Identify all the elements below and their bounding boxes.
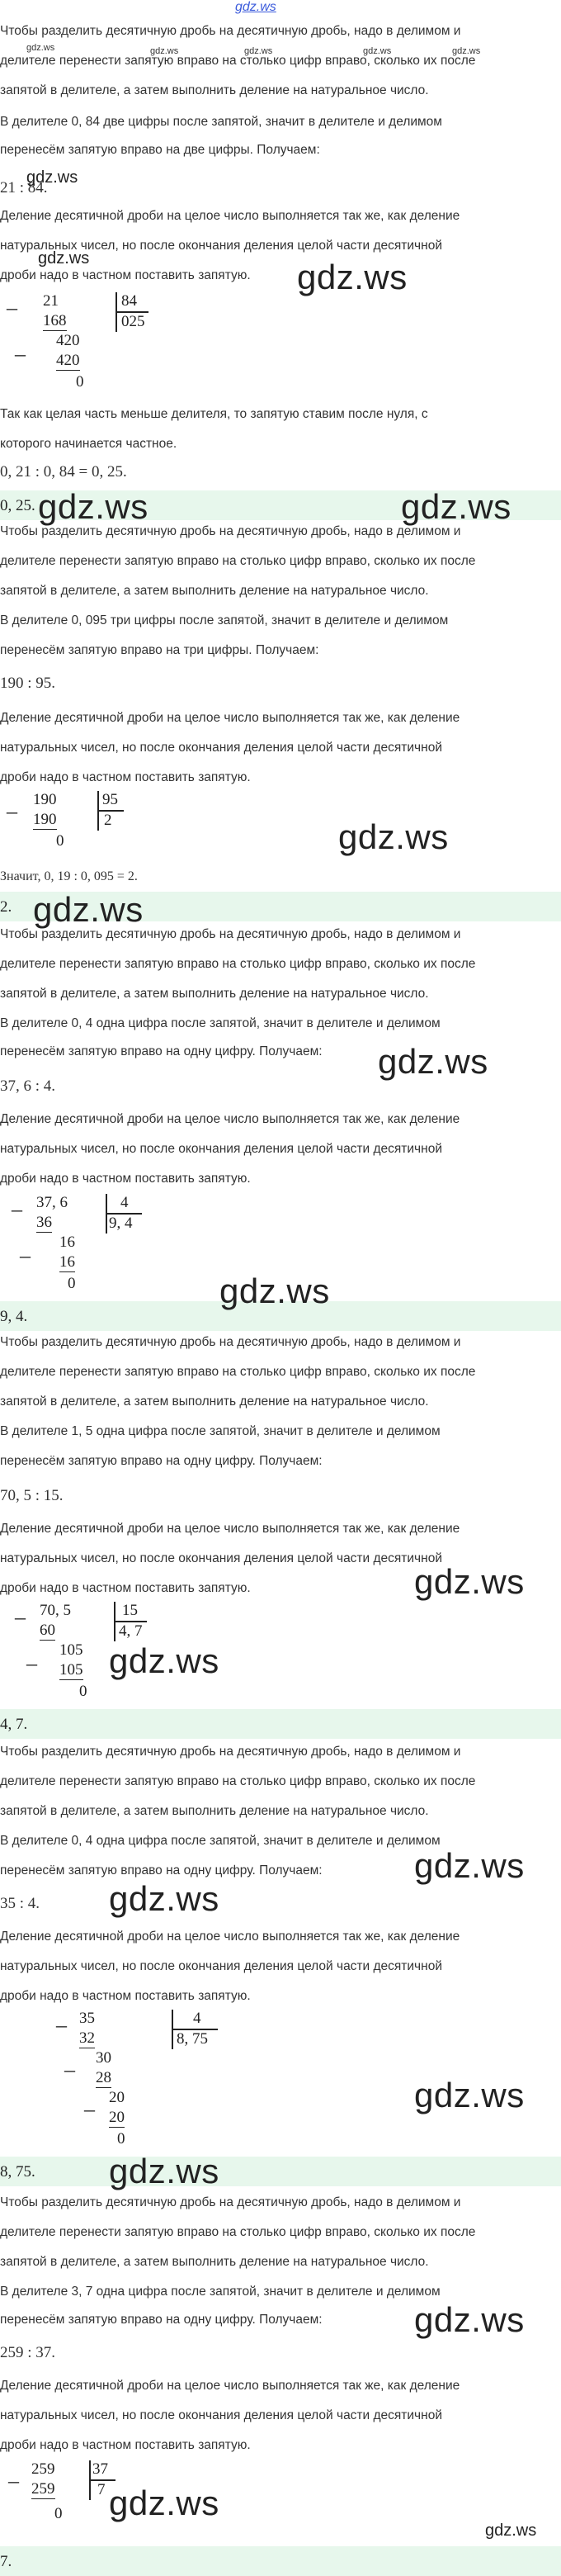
watermark: gdz.ws — [244, 46, 273, 56]
intro-line: Чтобы разделить десятичную дробь на десятичную дробь, надо в делимом и — [0, 1745, 461, 1759]
quotient: 025 — [121, 313, 145, 330]
shift-line: В делителе 1, 5 одна цифра после запятой, значит в делителе и делимом — [0, 1424, 441, 1438]
remainder: 0 — [117, 2130, 125, 2147]
watermark: gdz.ws — [414, 2300, 525, 2339]
division-expression: 35 : 4. — [0, 1895, 40, 1912]
watermark: gdz.ws — [401, 487, 512, 526]
minus-sign: – — [26, 1651, 37, 1675]
minus-sign: – — [84, 2097, 95, 2121]
watermark: gdz.ws — [109, 1641, 219, 1680]
watermark: gdz.ws — [109, 2484, 219, 2522]
rule-line: Деление десятичной дроби на целое число выполняется так же, как деление — [0, 209, 460, 223]
rule-line: Деление десятичной дроби на целое число выполняется так же, как деление — [0, 711, 460, 725]
watermark: gdz.ws — [414, 2076, 525, 2114]
division-expression: 21 : 84. — [0, 179, 48, 197]
rule-line: натуральных чисел, но после окончания деления целой части десятичной — [0, 239, 442, 253]
watermark: gdz.ws — [150, 46, 179, 56]
rule-line: дроби надо в частном поставить запятую. — [0, 1172, 251, 1186]
long-division — [0, 2008, 248, 2157]
conclusion: 0, 21 : 0, 84 = 0, 25. — [0, 463, 127, 481]
dividend: 35 — [79, 2010, 95, 2027]
watermark: gdz.ws — [414, 1562, 525, 1601]
step-value: 105 — [59, 1661, 83, 1679]
watermark: gdz.ws — [38, 249, 90, 268]
rule-line: натуральных чисел, но после окончания деления целой части десятичной — [0, 1551, 442, 1565]
rule-line: дроби надо в частном поставить запятую. — [0, 268, 251, 282]
divisor: 4 — [120, 1194, 129, 1211]
result-value: 2. — [0, 898, 12, 916]
result-value: 4, 7. — [0, 1716, 28, 1733]
shift-line: перенесём запятую вправо на одну цифру. Получаем: — [0, 1863, 323, 1878]
watermark: gdz.ws — [33, 890, 144, 929]
dividend: 21 — [43, 292, 59, 310]
rule-line: Деление десятичной дроби на целое число выполняется так же, как деление — [0, 1930, 460, 1944]
division-expression: 37, 6 : 4. — [0, 1077, 56, 1095]
quotient: 7 — [97, 2481, 106, 2498]
watermark: gdz.ws — [109, 1879, 219, 1918]
step-value: 259 — [31, 2480, 55, 2498]
step-value: 16 — [59, 1234, 75, 1251]
division-expression: 190 : 95. — [0, 675, 56, 692]
rule-line: Деление десятичной дроби на целое число выполняется так же, как деление — [0, 2379, 460, 2393]
minus-sign: – — [15, 1605, 26, 1629]
intro-line: делителе перенести запятую вправо на столько цифр вправо, сколько их после — [0, 1774, 476, 1788]
rule-line: натуральных чисел, но после окончания деления целой части десятичной — [0, 741, 442, 755]
intro-line: делителе перенести запятую вправо на столько цифр вправо, сколько их после — [0, 1365, 476, 1379]
watermark: gdz.ws — [338, 817, 449, 856]
intro-line: делителе перенести запятую вправо на столько цифр вправо, сколько их после — [0, 554, 476, 568]
step-value: 60 — [40, 1622, 55, 1639]
note-line: Так как целая часть меньше делителя, то запятую ставим после нуля, с — [0, 407, 428, 421]
watermark: gdz.ws — [38, 487, 148, 526]
rule-line: Деление десятичной дроби на целое число выполняется так же, как деление — [0, 1112, 460, 1126]
intro-line: Чтобы разделить десятичную дробь на десятичную дробь, надо в делимом и — [0, 524, 461, 538]
quotient: 8, 75 — [177, 2030, 208, 2048]
intro-line: запятой в делителе, а затем выполнить деление на натуральное число. — [0, 1395, 429, 1409]
divisor: 95 — [102, 791, 118, 808]
watermark: gdz.ws — [26, 43, 55, 53]
rule-line: Деление десятичной дроби на целое число выполняется так же, как деление — [0, 1522, 460, 1536]
shift-line: В делителе 0, 84 две цифры после запятой, значит в делителе и делимом — [0, 115, 442, 129]
intro-line: делителе перенести запятую вправо на столько цифр вправо, сколько их после — [0, 54, 476, 68]
remainder: 0 — [79, 1683, 87, 1700]
divisor: 15 — [122, 1602, 138, 1619]
divisor: 37 — [92, 2460, 108, 2478]
step-value: 420 — [56, 332, 80, 349]
long-division — [0, 1192, 182, 1300]
intro-line: делителе перенести запятую вправо на столько цифр вправо, сколько их после — [0, 957, 476, 971]
step-value: 105 — [59, 1641, 83, 1659]
dividend: 37, 6 — [36, 1194, 68, 1211]
step-value: 20 — [109, 2089, 125, 2106]
step-value: 168 — [43, 312, 67, 329]
note-line: которого начинается частное. — [0, 437, 177, 451]
remainder: 0 — [76, 373, 84, 391]
minus-sign: – — [64, 2057, 75, 2081]
conclusion: Значит, 0, 19 : 0, 095 = 2. — [0, 869, 138, 883]
result-value: 9, 4. — [0, 1308, 28, 1325]
shift-line: перенесём запятую вправо на одну цифру. Получаем: — [0, 1044, 323, 1058]
intro-line: запятой в делителе, а затем выполнить деление на натуральное число. — [0, 1804, 429, 1818]
watermark: gdz.ws — [414, 1846, 525, 1885]
intro-line: запятой в делителе, а затем выполнить деление на натуральное число. — [0, 83, 429, 97]
minus-sign: – — [56, 2013, 67, 2037]
rule-line: натуральных чисел, но после окончания деления целой части десятичной — [0, 1142, 442, 1156]
watermark: gdz.ws — [452, 46, 481, 56]
shift-line: В делителе 0, 4 одна цифра после запятой, значит в делителе и делимом — [0, 1016, 441, 1030]
minus-sign: – — [7, 296, 17, 320]
quotient: 2 — [104, 812, 112, 829]
watermark: gdz.ws — [219, 1271, 330, 1310]
remainder: 0 — [56, 832, 64, 850]
step-value: 420 — [56, 352, 80, 369]
quotient: 4, 7 — [119, 1622, 143, 1640]
intro-line: Чтобы разделить десятичную дробь на десятичную дробь, надо в делимом и — [0, 24, 461, 38]
result-bar — [0, 2546, 561, 2576]
watermark: gdz.ws — [109, 2152, 219, 2190]
watermark: gdz.ws — [26, 168, 78, 187]
watermark: gdz.ws — [485, 2522, 537, 2540]
remainder: 0 — [68, 1275, 76, 1292]
intro-line: запятой в делителе, а затем выполнить деление на натуральное число. — [0, 987, 429, 1001]
site-logo[interactable]: gdz.ws — [235, 0, 276, 14]
step-value: 30 — [96, 2049, 111, 2067]
divisor: 4 — [193, 2010, 201, 2027]
watermark: gdz.ws — [297, 258, 408, 296]
dividend: 259 — [31, 2460, 55, 2478]
intro-line: Чтобы разделить десятичную дробь на десятичную дробь, надо в делимом и — [0, 2195, 461, 2209]
rule-line: дроби надо в частном поставить запятую. — [0, 770, 251, 784]
result-value: 7. — [0, 2553, 12, 2570]
shift-line: В делителе 3, 7 одна цифра после запятой, значит в делителе и делимом — [0, 2285, 441, 2299]
result-value: 0, 25. — [0, 497, 35, 514]
shift-line: В делителе 0, 4 одна цифра после запятой, значит в делителе и делимом — [0, 1834, 441, 1848]
result-bar — [0, 1709, 561, 1739]
watermark: gdz.ws — [378, 1042, 488, 1081]
shift-line: перенесём запятую вправо на две цифры. Получаем: — [0, 143, 320, 157]
result-value: 8, 75. — [0, 2163, 35, 2181]
rule-line: натуральных чисел, но после окончания деления целой части десятичной — [0, 1959, 442, 1973]
dividend: 190 — [33, 791, 57, 808]
minus-sign: – — [8, 2469, 19, 2493]
rule-line: дроби надо в частном поставить запятую. — [0, 1989, 251, 2003]
step-value: 20 — [109, 2109, 125, 2126]
rule-line: дроби надо в частном поставить запятую. — [0, 2438, 251, 2452]
long-division — [0, 291, 165, 398]
minus-sign: – — [12, 1197, 22, 1221]
shift-line: В делителе 0, 095 три цифры после запятой, значит в делителе и делимом — [0, 613, 449, 627]
division-expression: 70, 5 : 15. — [0, 1487, 64, 1504]
shift-line: перенесём запятую вправо на одну цифру. Получаем: — [0, 2313, 323, 2327]
step-value: 190 — [33, 811, 57, 828]
step-value: 36 — [36, 1214, 52, 1231]
minus-sign: – — [20, 1243, 31, 1267]
intro-line: делителе перенести запятую вправо на столько цифр вправо, сколько их после — [0, 2225, 476, 2239]
result-bar — [0, 2157, 561, 2186]
shift-line: перенесём запятую вправо на три цифры. Получаем: — [0, 643, 319, 657]
step-value: 16 — [59, 1253, 75, 1271]
dividend: 70, 5 — [40, 1602, 71, 1619]
intro-line: Чтобы разделить десятичную дробь на десятичную дробь, надо в делимом и — [0, 927, 461, 941]
divisor: 84 — [121, 292, 137, 310]
rule-line: дроби надо в частном поставить запятую. — [0, 1581, 251, 1595]
remainder: 0 — [54, 2505, 63, 2522]
step-value: 28 — [96, 2069, 111, 2086]
minus-sign: – — [7, 799, 17, 823]
quotient: 9, 4 — [109, 1215, 133, 1232]
division-expression: 259 : 37. — [0, 2344, 56, 2361]
intro-line: запятой в делителе, а затем выполнить деление на натуральное число. — [0, 2255, 429, 2269]
step-value: 32 — [79, 2029, 95, 2047]
shift-line: перенесём запятую вправо на одну цифру. Получаем: — [0, 1454, 323, 1468]
watermark: gdz.ws — [363, 46, 392, 56]
intro-line: запятой в делителе, а затем выполнить деление на натуральное число. — [0, 584, 429, 598]
long-division — [0, 789, 165, 855]
minus-sign: – — [15, 342, 26, 366]
intro-line: Чтобы разделить десятичную дробь на десятичную дробь, надо в делимом и — [0, 1335, 461, 1349]
rule-line: натуральных чисел, но после окончания деления целой части десятичной — [0, 2408, 442, 2422]
